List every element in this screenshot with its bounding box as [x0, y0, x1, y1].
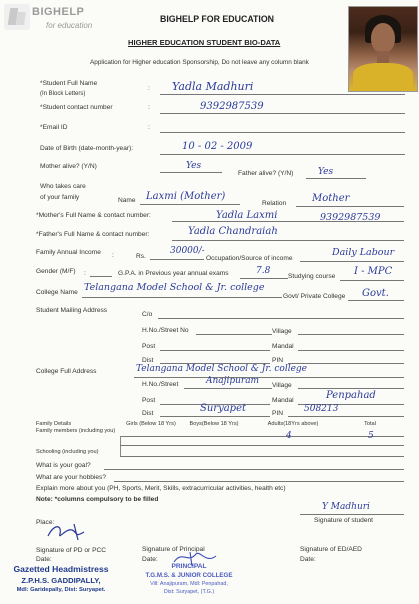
college-mandal-label: Mandal — [272, 397, 294, 404]
family-members-label: Family members (including you) — [36, 428, 116, 434]
form-title: HIGHER EDUCATION STUDENT BIO-DATA — [128, 38, 281, 47]
principal-date-label: Date: — [142, 556, 158, 563]
mandal-label: Mandal — [272, 343, 294, 350]
mailing-label: Student Mailing Address — [36, 307, 108, 314]
table-header-boys: Boys(Below 18 Yrs) — [189, 421, 239, 427]
gpa-value[interactable]: 7.8 — [256, 266, 271, 276]
village-field[interactable] — [298, 334, 404, 335]
bighelp-logo — [2, 2, 112, 36]
village-label: Village — [272, 328, 292, 335]
post-label: Post — [142, 343, 156, 350]
principal-stamp-line2: T.G.M.S. & JUNIOR COLLEGE — [145, 572, 233, 579]
caretaker-name-value[interactable]: Laxmi (Mother) — [146, 191, 226, 202]
schooling-label: Schooling (including you) — [36, 449, 99, 455]
gender-label: Gender (M/F) — [36, 268, 76, 275]
student-signature-label: Signature of student — [314, 517, 374, 524]
college-address-value[interactable]: Telangana Model School & Jr. college — [136, 364, 308, 374]
principal-stamp-line3: Vill: Anajipuram, Mdl: Penpahad, — [150, 581, 228, 587]
principal-stamp-line4: Dist: Suryapet, (T.G.) — [163, 589, 215, 595]
hno-label: H.No./Street No — [142, 327, 189, 334]
college-dist-value[interactable]: Suryapet — [200, 403, 247, 414]
headmistress-stamp-line3: Mdl: Garidepally, Dist: Suryapet. — [16, 587, 106, 593]
college-village-label: Village — [272, 382, 292, 389]
college-pin-value[interactable]: 508213 — [304, 404, 339, 414]
headmistress-stamp-line2: Z.P.H.S. GADDIPALLY, — [21, 576, 101, 585]
hno-street-label: H.No./Street — [142, 381, 179, 388]
logo-mark-icon — [4, 4, 30, 30]
govt-private-label: Govt/ Private College — [283, 293, 346, 300]
father-alive-label: Father alive? (Y/N) — [238, 170, 294, 177]
course-label: Studying course — [288, 273, 336, 280]
note-label: Note: *columns compulsory to be filled — [36, 496, 159, 503]
contact-label: *Student contact number — [40, 104, 113, 111]
college-pin-label: PIN — [272, 410, 283, 417]
mother-phone-value[interactable]: 9392987539 — [320, 212, 381, 223]
logo-title: BIGHELP — [32, 6, 85, 18]
bio-data-form: BIGHELP for education BIGHELP FOR EDUCATION HIGHER EDUCATION STUDENT BIO-DATA Application for Higher education Sponsorship, Do not leave any column blank *Student Full Name (In Block Letters) : Yadla Madhuri *Student contact number : 9392987539 *Email ID : Date of Birth (date-month-year): 10 - 02 - 2009 Mother alive? (Y/N) Yes Father alive? (Y/N) Yes Who takes care of your family Name Laxmi (Mother) Relation Mother *Mother's Full Name & contact number: Yadla Laxmi 9392987539 *Father's Full Name & contact number: Yadla Chandraiah Family Annual Income : Rs. 30000/- Occupation/Source of income Daily Labour Gender (M/F) : G.P.A. in Previous year annual exams 7.8 Studying course I - MPC College Name Telangana Model School & Jr. college Govt/ Private College Govt. Student Mailing Address C/o H.No./Street No Village Post Mandal Dist PIN College Full Address Telangana Model School & Jr. college H.No./Street Anajipuram Village Post Mandal Penpahad Dist Suryapet PIN 508213 Family Details Family members (including you) Schooling (including you) Girls (Below 18 Yrs) Boys(Below 18 Yrs) Adults(18Yrs above) Total 4 5 What is your goal? What are your hobbies? Explain more about you (PH, Sports, Merit, Skills, extracurricular activities, health etc) Note: *columns compulsory to be filled Y Madhuri Signature of student Place: Signature of PD or PCC Date: Gazetted Headmistress Z.P.H.S. GADDIPALLY, Mdl: Garidepally, Dist: Suryapet. Signature of Principal Date: PRINCIPAL T.G.M.S. & JUNIOR COLLEGE Vill: Anajipuram, Mdl: Penpahad, Dist: Suryapet, (T.G.) Signature of ED/AED Date: — [0, 0, 419, 604]
student-signature: Y Madhuri — [322, 502, 370, 512]
place-label: Place: — [36, 519, 55, 526]
goal-field[interactable] — [104, 469, 404, 470]
ed-signature-label: Signature of ED/AED — [300, 546, 362, 553]
full-name-label: *Student Full Name — [40, 80, 98, 87]
mother-alive-label: Mother alive? (Y/N) — [40, 163, 97, 170]
mother-name-value[interactable]: Yadla Laxmi — [216, 210, 278, 221]
pd-date-label: Date: — [36, 556, 52, 563]
father-label: *Father's Full Name & contact number: — [36, 231, 150, 238]
occupation-label: Occupation/Source of income — [206, 255, 293, 262]
rs-label: Rs. — [136, 253, 146, 260]
org-title: BIGHELP FOR EDUCATION — [160, 14, 275, 24]
email-label: *Email ID — [40, 124, 68, 131]
college-address-label: College Full Address — [36, 368, 97, 375]
ed-date-label: Date: — [300, 556, 316, 563]
gender-field[interactable] — [90, 276, 112, 277]
pin-label: PIN — [272, 357, 283, 364]
contact-value[interactable]: 9392987539 — [200, 101, 264, 112]
email-field[interactable] — [160, 132, 405, 133]
income-value[interactable]: 30000/- — [170, 246, 205, 256]
course-value[interactable]: I - MPC — [354, 266, 393, 277]
college-name-label: College Name — [36, 289, 78, 296]
block-letters-note: (In Block Letters) — [40, 91, 86, 97]
gpa-label: G.P.A. in Previous year annual exams — [118, 270, 229, 277]
caretaker-label-2: of your family — [40, 194, 80, 201]
table-header-total: Total — [364, 421, 376, 427]
mother-label: *Mother's Full Name & contact number: — [36, 212, 151, 219]
hobbies-field[interactable] — [114, 481, 404, 482]
relation-value[interactable]: Mother — [312, 193, 350, 204]
govt-value[interactable]: Govt. — [362, 288, 389, 299]
occupation-value[interactable]: Daily Labour — [332, 247, 395, 258]
principal-signature-label: Signature of Principal — [142, 546, 205, 553]
college-post-label: Post — [142, 397, 156, 404]
pd-signature-label: Signature of PD or PCC — [36, 547, 106, 554]
table-header-girls: Girls (Below 18 Yrs) — [126, 421, 176, 427]
hno-field[interactable] — [196, 334, 272, 335]
full-name-value[interactable]: Yadla Madhuri — [172, 80, 254, 93]
college-name-value[interactable]: Telangana Model School & Jr. college — [84, 282, 265, 293]
pd-signature — [44, 520, 104, 544]
headmistress-stamp-line1: Gazetted Headmistress — [13, 564, 109, 574]
explain-label: Explain more about you (PH, Sports, Merit, Skills, extracurricular activities, health etc) — [36, 485, 286, 492]
hobbies-label: What are your hobbies? — [36, 474, 107, 481]
caretaker-name-label: Name — [118, 197, 136, 204]
dob-value[interactable]: 10 - 02 - 2009 — [182, 141, 253, 152]
college-village-value[interactable]: Anajipuram — [206, 376, 260, 386]
college-dist-label: Dist — [142, 410, 154, 417]
family-adults-value[interactable]: 4 — [286, 431, 292, 441]
post-field[interactable] — [160, 350, 270, 351]
father-name-value[interactable]: Yadla Chandraiah — [188, 226, 278, 237]
relation-label: Relation — [262, 200, 287, 207]
co-field[interactable] — [158, 318, 404, 319]
form-intro: Application for Higher education Sponsorship, Do not leave any column blank — [90, 59, 309, 66]
father-alive-value[interactable]: Yes — [318, 167, 334, 177]
mother-alive-value[interactable]: Yes — [186, 161, 202, 171]
table-header-adults: Adults(18Yrs above) — [267, 421, 319, 427]
income-label: Family Annual Income — [36, 249, 101, 256]
dob-label: Date of Birth (date-month-year): — [40, 145, 134, 152]
dist-label: Dist — [142, 357, 154, 364]
family-total-value[interactable]: 5 — [368, 431, 374, 441]
student-photo — [348, 6, 418, 92]
goal-label: What is your goal? — [36, 462, 91, 469]
family-details-label: Family Details — [36, 421, 72, 427]
logo-subtitle: for education — [46, 21, 93, 30]
co-label: C/o — [142, 311, 153, 318]
college-mandal-value[interactable]: Penpahad — [326, 390, 376, 401]
mandal-field[interactable] — [298, 350, 404, 351]
principal-stamp-line1: PRINCIPAL — [171, 563, 207, 570]
caretaker-label-1: Who takes care — [40, 183, 86, 190]
